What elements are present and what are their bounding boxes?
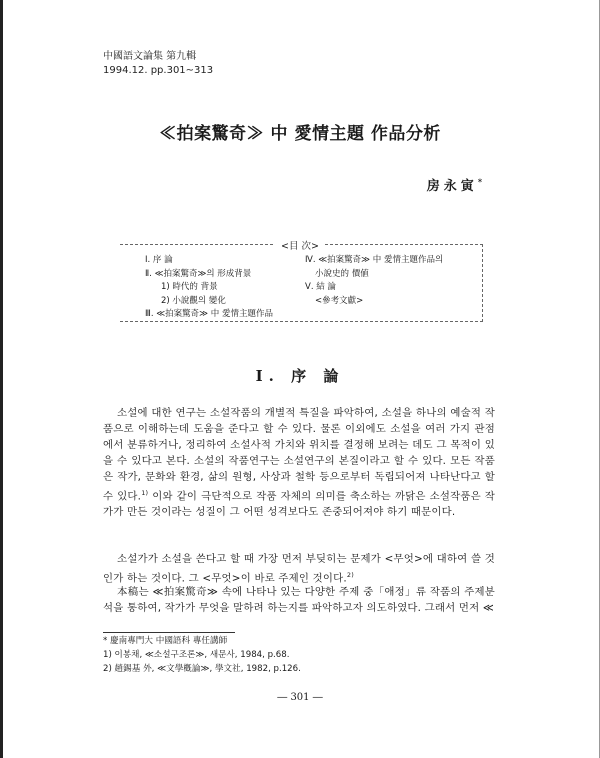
footnote-affiliation: * 慶南專門大 中國語科 專任講師 [103,636,228,646]
toc-item: 1) 時代的 背景 [161,282,218,292]
journal-name: 中國語文論集 第九輯 [103,51,197,62]
author [427,175,482,194]
author-name: 房永寅 [426,179,478,194]
footnote-ref: 2) [346,571,354,579]
toc-item: Ⅲ. ≪拍案驚奇≫ 中 愛情主題作品 [145,309,273,319]
toc-item: <參考文獻> [315,295,364,306]
footnotes [103,634,301,676]
toc-heading: <目 次> [0,238,600,252]
footnote-1: 1) 이봉채, ≪소설구조론≫, 새문사, 1984, p.68. [103,650,290,660]
journal-issue: 1994.12. pp.301∼313 [103,65,214,76]
toc-item: Ⅱ. ≪拍案驚奇≫의 形成背景 [145,268,252,279]
body-paragraph: 소설에 대한 연구는 소설작품의 개별적 특질을 파악하여, 소설을 하나의 예술적 작품으로 이해하는데 도움을 준다고 할 수 있다. 물론 이외에도 소설을 여러 가지 관점에서 분류하거나, 정리하여 소설사적 가치와 위치를 결정해 보려는 데도 그 목적이 있을 수 있다고 본다. 소설의 작품연구는 소설연구의 본질이라고 할 수 있다. 모든 작품은 작가, 문화와 환경, 삶의 원형, 사상과 철학 등으로부터 독립되어져 나타난다고 할 수 있다.$^{1)}$ 이와 같이 극단적으로 작품 자체의 의미를 축소하는 까닭은 소설작품은 작가가 만든 것이라는 성질이 그 어떤 성격보다도 존중되어져야 하기 때문이다. [103,407,495,519]
section-heading: Ⅰ. 序 論 [255,367,345,385]
page-number: ― 301 ― [277,692,323,703]
toc-item: Ⅰ. 序 論 [145,255,173,265]
body-paragraph: 소설가가 소설을 쓴다고 할 때 가장 먼저 부딪히는 문제가 <무엇>에 대하여 쓸 것인가 하는 것이다. 그 <무엇>이 바로 주제인 것이다.$^{2)}$ [103,553,495,585]
toc-item: Ⅳ. ≪拍案驚奇≫ 中 愛情主題作品의 [305,255,444,265]
body-paragraph: 本稿는 ≪拍案驚奇≫ 속에 나타나 있는 다양한 주제 중「애정」류 작품의 주제분석을 통하여, 작가가 무엇을 말하려 하는지를 파악하고자 의도하였다. 그래서 먼저 ≪ [103,586,495,614]
footnote-2: 2) 趙錫基 外, ≪文學槪論≫, 學文社, 1982, p.126. [103,664,301,674]
footnote-divider [103,632,235,633]
toc-left-column [145,254,273,322]
footnote-ref: 1) [141,489,149,497]
journal-header [103,50,213,78]
toc-item: 2) 小說觀의 變化 [161,295,226,306]
toc-right-column [305,254,443,308]
toc-item: 小說史的 價値 [315,268,369,279]
paper-title: ≪拍案驚奇≫ 中 愛情主題 作品分析 [159,124,441,144]
toc-item: Ⅴ. 結 論 [305,282,336,292]
author-footnote-mark: * [477,176,482,187]
